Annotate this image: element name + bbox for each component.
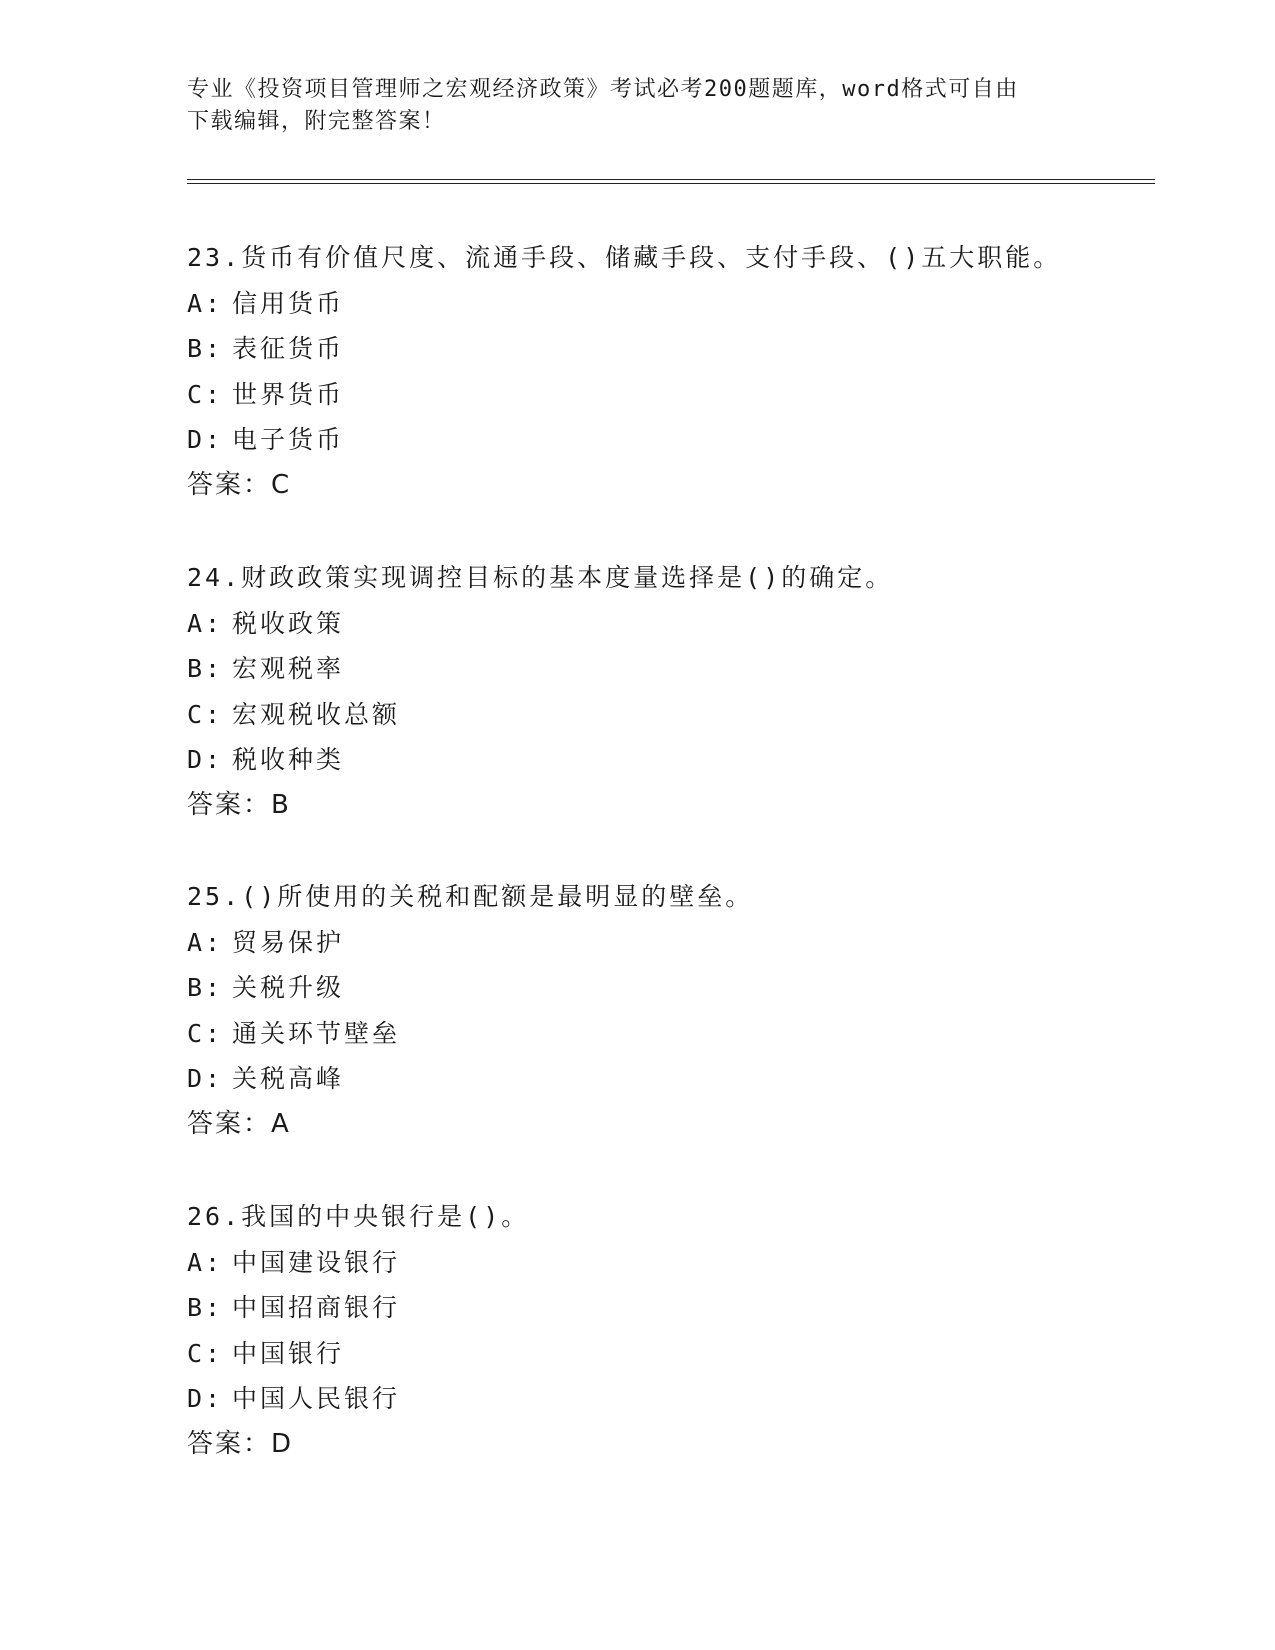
option-text: 税收政策: [232, 608, 345, 638]
question-block: [187, 235, 1155, 508]
option-text: 表征货币: [232, 334, 345, 363]
option-text: 关税高峰: [232, 1064, 345, 1093]
option-text: 中国招商银行: [232, 1293, 401, 1322]
question-stem: 23.货币有价值尺度、流通手段、储藏手段、支付手段、()五大职能。: [187, 243, 1062, 272]
question-block: [187, 555, 1155, 828]
option-d: [187, 1376, 1155, 1422]
option-text: 关税升级: [232, 973, 345, 1002]
option-prefix: A:: [187, 1247, 224, 1277]
answer-line: 答案：A: [187, 1108, 291, 1139]
option-c: [187, 1331, 1155, 1377]
option-prefix: D:: [187, 1384, 224, 1413]
option-prefix: D:: [187, 745, 224, 774]
option-c: [187, 372, 1155, 418]
option-text: 中国建设银行: [232, 1247, 401, 1277]
option-a: [187, 1240, 1155, 1286]
option-d: [187, 417, 1155, 463]
option-b: [187, 646, 1155, 692]
document-header: [187, 74, 1087, 138]
option-prefix: B:: [187, 1293, 224, 1322]
option-text: 世界货币: [232, 379, 345, 409]
option-prefix: C:: [187, 699, 224, 729]
option-text: 中国人民银行: [232, 1384, 401, 1413]
option-b: [187, 1285, 1155, 1331]
option-a: [187, 920, 1155, 966]
header-divider-top: [187, 179, 1155, 180]
header-line-2: 下载编辑，附完整答案！: [187, 109, 446, 134]
option-d: [187, 1056, 1155, 1102]
option-text: 税收种类: [232, 745, 345, 774]
option-text: 贸易保护: [232, 927, 345, 957]
answer-line: 答案：D: [187, 1428, 294, 1459]
option-text: 宏观税率: [232, 654, 345, 683]
option-prefix: C:: [187, 1018, 224, 1048]
option-c: [187, 1011, 1155, 1057]
option-text: 中国银行: [232, 1338, 345, 1368]
option-a: [187, 281, 1155, 327]
option-a: [187, 601, 1155, 647]
option-text: 宏观税收总额: [232, 699, 401, 729]
answer-line: 答案：B: [187, 789, 291, 820]
question-stem: 24.财政政策实现调控目标的基本度量选择是()的确定。: [187, 563, 894, 592]
header-line-1: 专业《投资项目管理师之宏观经济政策》考试必考200题题库，word格式可自由: [187, 77, 1019, 102]
option-text: 通关环节壁垒: [232, 1018, 401, 1048]
option-c: [187, 692, 1155, 738]
option-text: 电子货币: [232, 425, 345, 454]
question-block: [187, 874, 1155, 1147]
option-text: 信用货币: [232, 288, 345, 318]
option-b: [187, 965, 1155, 1011]
option-prefix: B:: [187, 973, 224, 1002]
option-prefix: A:: [187, 288, 224, 318]
option-prefix: A:: [187, 608, 224, 638]
question-stem: 26.我国的中央银行是()。: [187, 1202, 530, 1231]
option-prefix: B:: [187, 654, 224, 683]
answer-line: 答案：C: [187, 469, 292, 500]
option-prefix: D:: [187, 425, 224, 454]
question-stem: 25.()所使用的关税和配额是最明显的壁垒。: [187, 882, 754, 911]
option-prefix: D:: [187, 1064, 224, 1093]
header-divider-bottom: [187, 183, 1155, 184]
option-prefix: B:: [187, 334, 224, 363]
option-prefix: C:: [187, 379, 224, 409]
option-b: [187, 326, 1155, 372]
option-prefix: C:: [187, 1338, 224, 1368]
option-d: [187, 737, 1155, 783]
question-block: [187, 1194, 1155, 1467]
option-prefix: A:: [187, 927, 224, 957]
